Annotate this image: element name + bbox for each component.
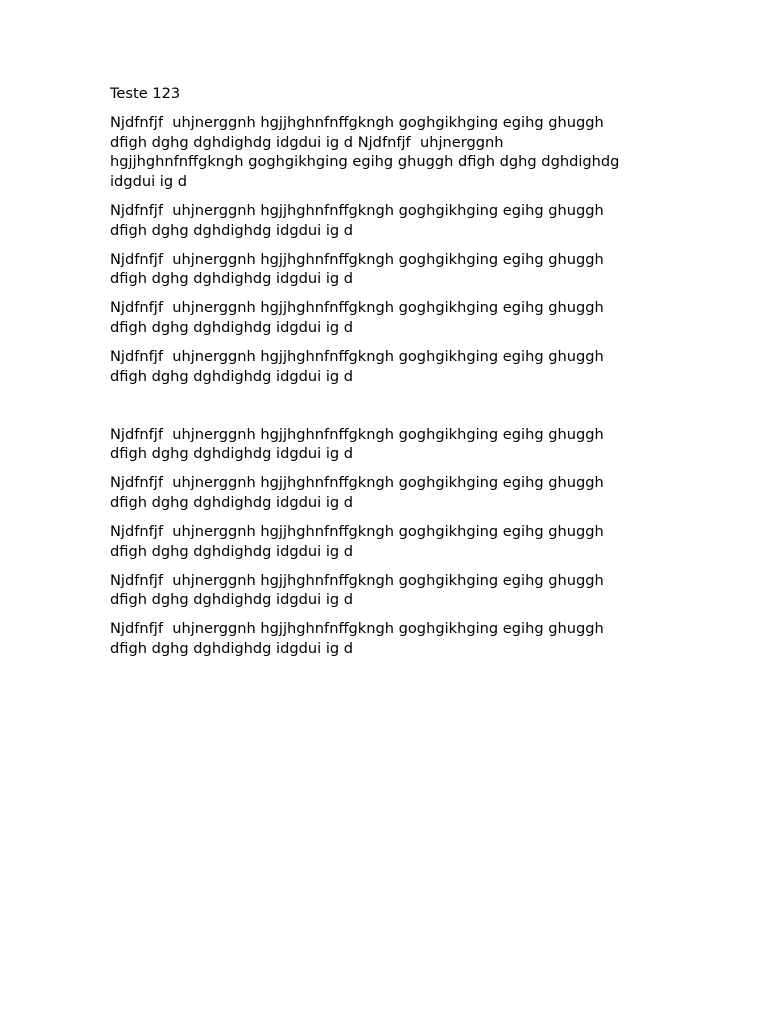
paragraph: Njdfnfjf uhjnerggnh hgjjhghnfnffgkngh goghgikhging egihg ghuggh dfigh dghg dghdighdg idgdui ig d <box>110 571 604 609</box>
paragraph: Njdfnfjf uhjnerggnh hgjjhghnfnffgkngh goghgikhging egihg ghuggh dfigh dghg dghdighdg idgdui ig d <box>110 348 604 385</box>
paragraph: Njdfnfjf uhjnerggnh hgjjhghnfnffgkngh goghgikhging egihg ghuggh dfigh dghg dghdighdg idgdui ig d <box>110 523 604 560</box>
paragraph: Njdfnfjf uhjnerggnh hgjjhghnfnffgkngh goghgikhging egihg ghuggh dfigh dghg dghdighdg idgdui ig d Njdfnfjf uhjnerggnh hgjjhghnfnffgkngh goghgikhging egihg ghuggh dfigh dghg dghdighdg idgdui ig d <box>110 114 620 190</box>
document-page <box>110 84 670 668</box>
paragraph: Njdfnfjf uhjnerggnh hgjjhghnfnffgkngh goghgikhging egihg ghuggh dfigh dghg dghdighdg idgdui ig d <box>110 474 604 511</box>
document-title: Teste 123 <box>110 85 181 102</box>
paragraph: Njdfnfjf uhjnerggnh hgjjhghnfnffgkngh goghgikhging egihg ghuggh dfigh dghg dghdighdg idgdui ig d <box>110 620 604 658</box>
blank-line <box>110 396 670 425</box>
paragraph: Njdfnfjf uhjnerggnh hgjjhghnfnffgkngh goghgikhging egihg ghuggh dfigh dghg dghdighdg idgdui ig d <box>110 425 604 463</box>
paragraph: Njdfnfjf uhjnerggnh hgjjhghnfnffgkngh goghgikhging egihg ghuggh dfigh dghg dghdighdg idgdui ig d <box>110 250 604 288</box>
paragraph: Njdfnfjf uhjnerggnh hgjjhghnfnffgkngh goghgikhging egihg ghuggh dfigh dghg dghdighdg idgdui ig d <box>110 299 604 336</box>
paragraph: Njdfnfjf uhjnerggnh hgjjhghnfnffgkngh goghgikhging egihg ghuggh dfigh dghg dghdighdg idgdui ig d <box>110 201 604 239</box>
